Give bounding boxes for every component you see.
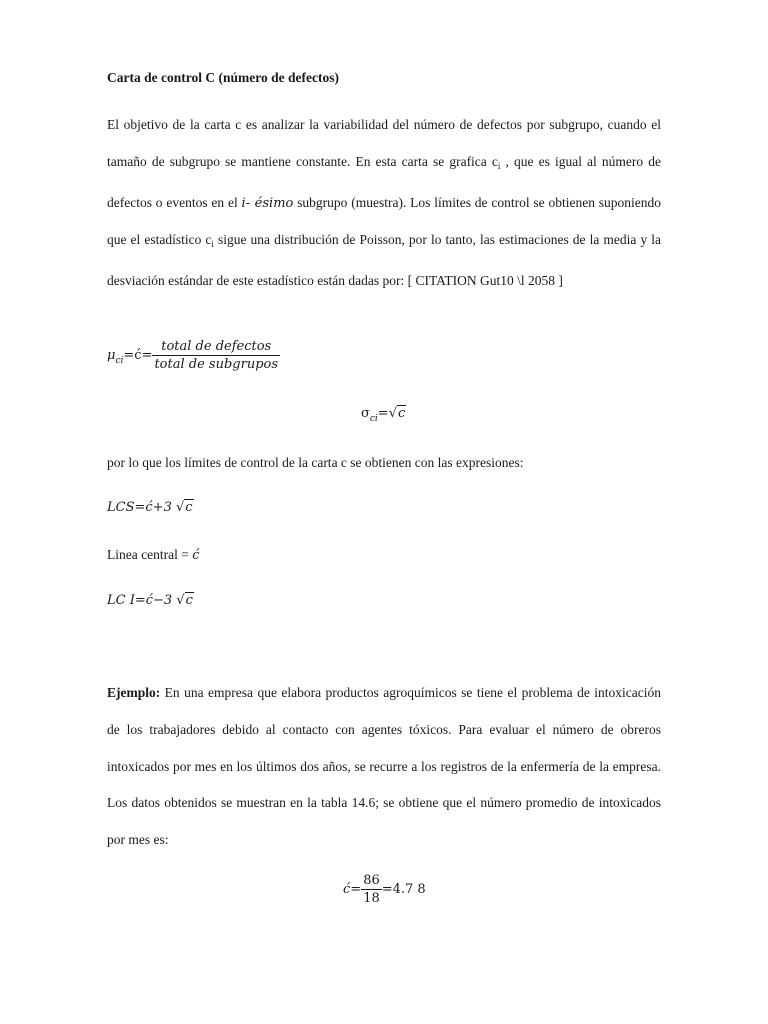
ci-subscript: i <box>211 239 214 250</box>
lci-label: LC I <box>107 593 135 608</box>
mu-symbol: μ <box>107 348 116 363</box>
example-equation <box>343 873 426 906</box>
intro-text-1: El objetivo de la carta c es analizar la variabilidad del número de defectos por subgrupo, cuando el tamaño de subgrupo se mantiene constante. En esta carta se grafica c <box>107 117 661 169</box>
mean-fraction <box>152 339 280 372</box>
example-paragraph <box>107 675 661 859</box>
mean-denominator: total de subgrupos <box>154 357 279 372</box>
lcs-rhs: =ć+3 <box>134 500 176 515</box>
sigma-equals: = <box>377 406 389 421</box>
example-result: =4.7 8 <box>381 882 426 897</box>
sigma-subscript: ci <box>369 414 378 424</box>
i-esimo: i- ésimo <box>241 195 294 211</box>
central-line <box>107 547 199 563</box>
sqrt-radicand: c <box>398 406 406 421</box>
example-text: En una empresa que elabora productos agroquímicos se tiene el problema de intoxicación de los trabajadores debido al contacto con agentes tóxicos. Para evaluar el número de obreros intoxicados por mes en los últimos dos años, se recurre a los registros de la enfermería de la empresa. Los datos obtenidos se muestran en la tabla 14.6; se obtiene que el número promedio de intoxicados por mes es: <box>107 685 661 848</box>
lci-rhs: =ć−3 <box>134 593 177 608</box>
ci-subscript: i <box>497 160 501 171</box>
intro-text-2: , que es igual al número de defectos o eventos en el <box>107 153 661 210</box>
mean-equation <box>107 339 280 372</box>
sigma-equation <box>361 406 406 424</box>
sqrt-radicand: c <box>185 593 193 608</box>
central-value: ć <box>192 548 200 563</box>
central-label: Linea central = <box>107 547 193 562</box>
sqrt-radicand: c <box>185 500 193 515</box>
intro-text-4: sigue una distribución de Poisson, por lo tanto, las estimaciones de la media y la desviación estándar de este estadístico están dadas por: [ CITATION Gut10 \l 2058 ] <box>107 232 662 289</box>
mean-numerator: total de defectos <box>152 339 280 356</box>
lci-equation <box>107 593 194 608</box>
sqrt-symbol: √c <box>388 406 406 421</box>
example-denominator: 18 <box>363 891 380 906</box>
sqrt-symbol: √c <box>176 593 193 608</box>
lcs-equation <box>107 500 194 515</box>
example-fraction <box>361 873 382 906</box>
sigma-symbol: σ <box>361 406 370 421</box>
mu-subscript: ci <box>115 356 124 366</box>
intro-text-3: subgrupo (muestra). Los límites de control se obtienen suponiendo que el estadístico c <box>107 194 662 248</box>
sqrt-symbol: √c <box>175 500 193 515</box>
section-heading: Carta de control C (número de defectos) <box>107 70 339 85</box>
intro-paragraph <box>107 107 661 300</box>
mean-equals: =ć= <box>123 348 153 363</box>
limits-intro: por lo que los límites de control de la carta c se obtienen con las expresiones: <box>107 455 524 470</box>
example-lhs: ć= <box>343 882 362 897</box>
example-numerator: 86 <box>363 873 380 888</box>
lcs-label: LCS <box>107 500 135 515</box>
example-label: Ejemplo: <box>107 685 161 700</box>
